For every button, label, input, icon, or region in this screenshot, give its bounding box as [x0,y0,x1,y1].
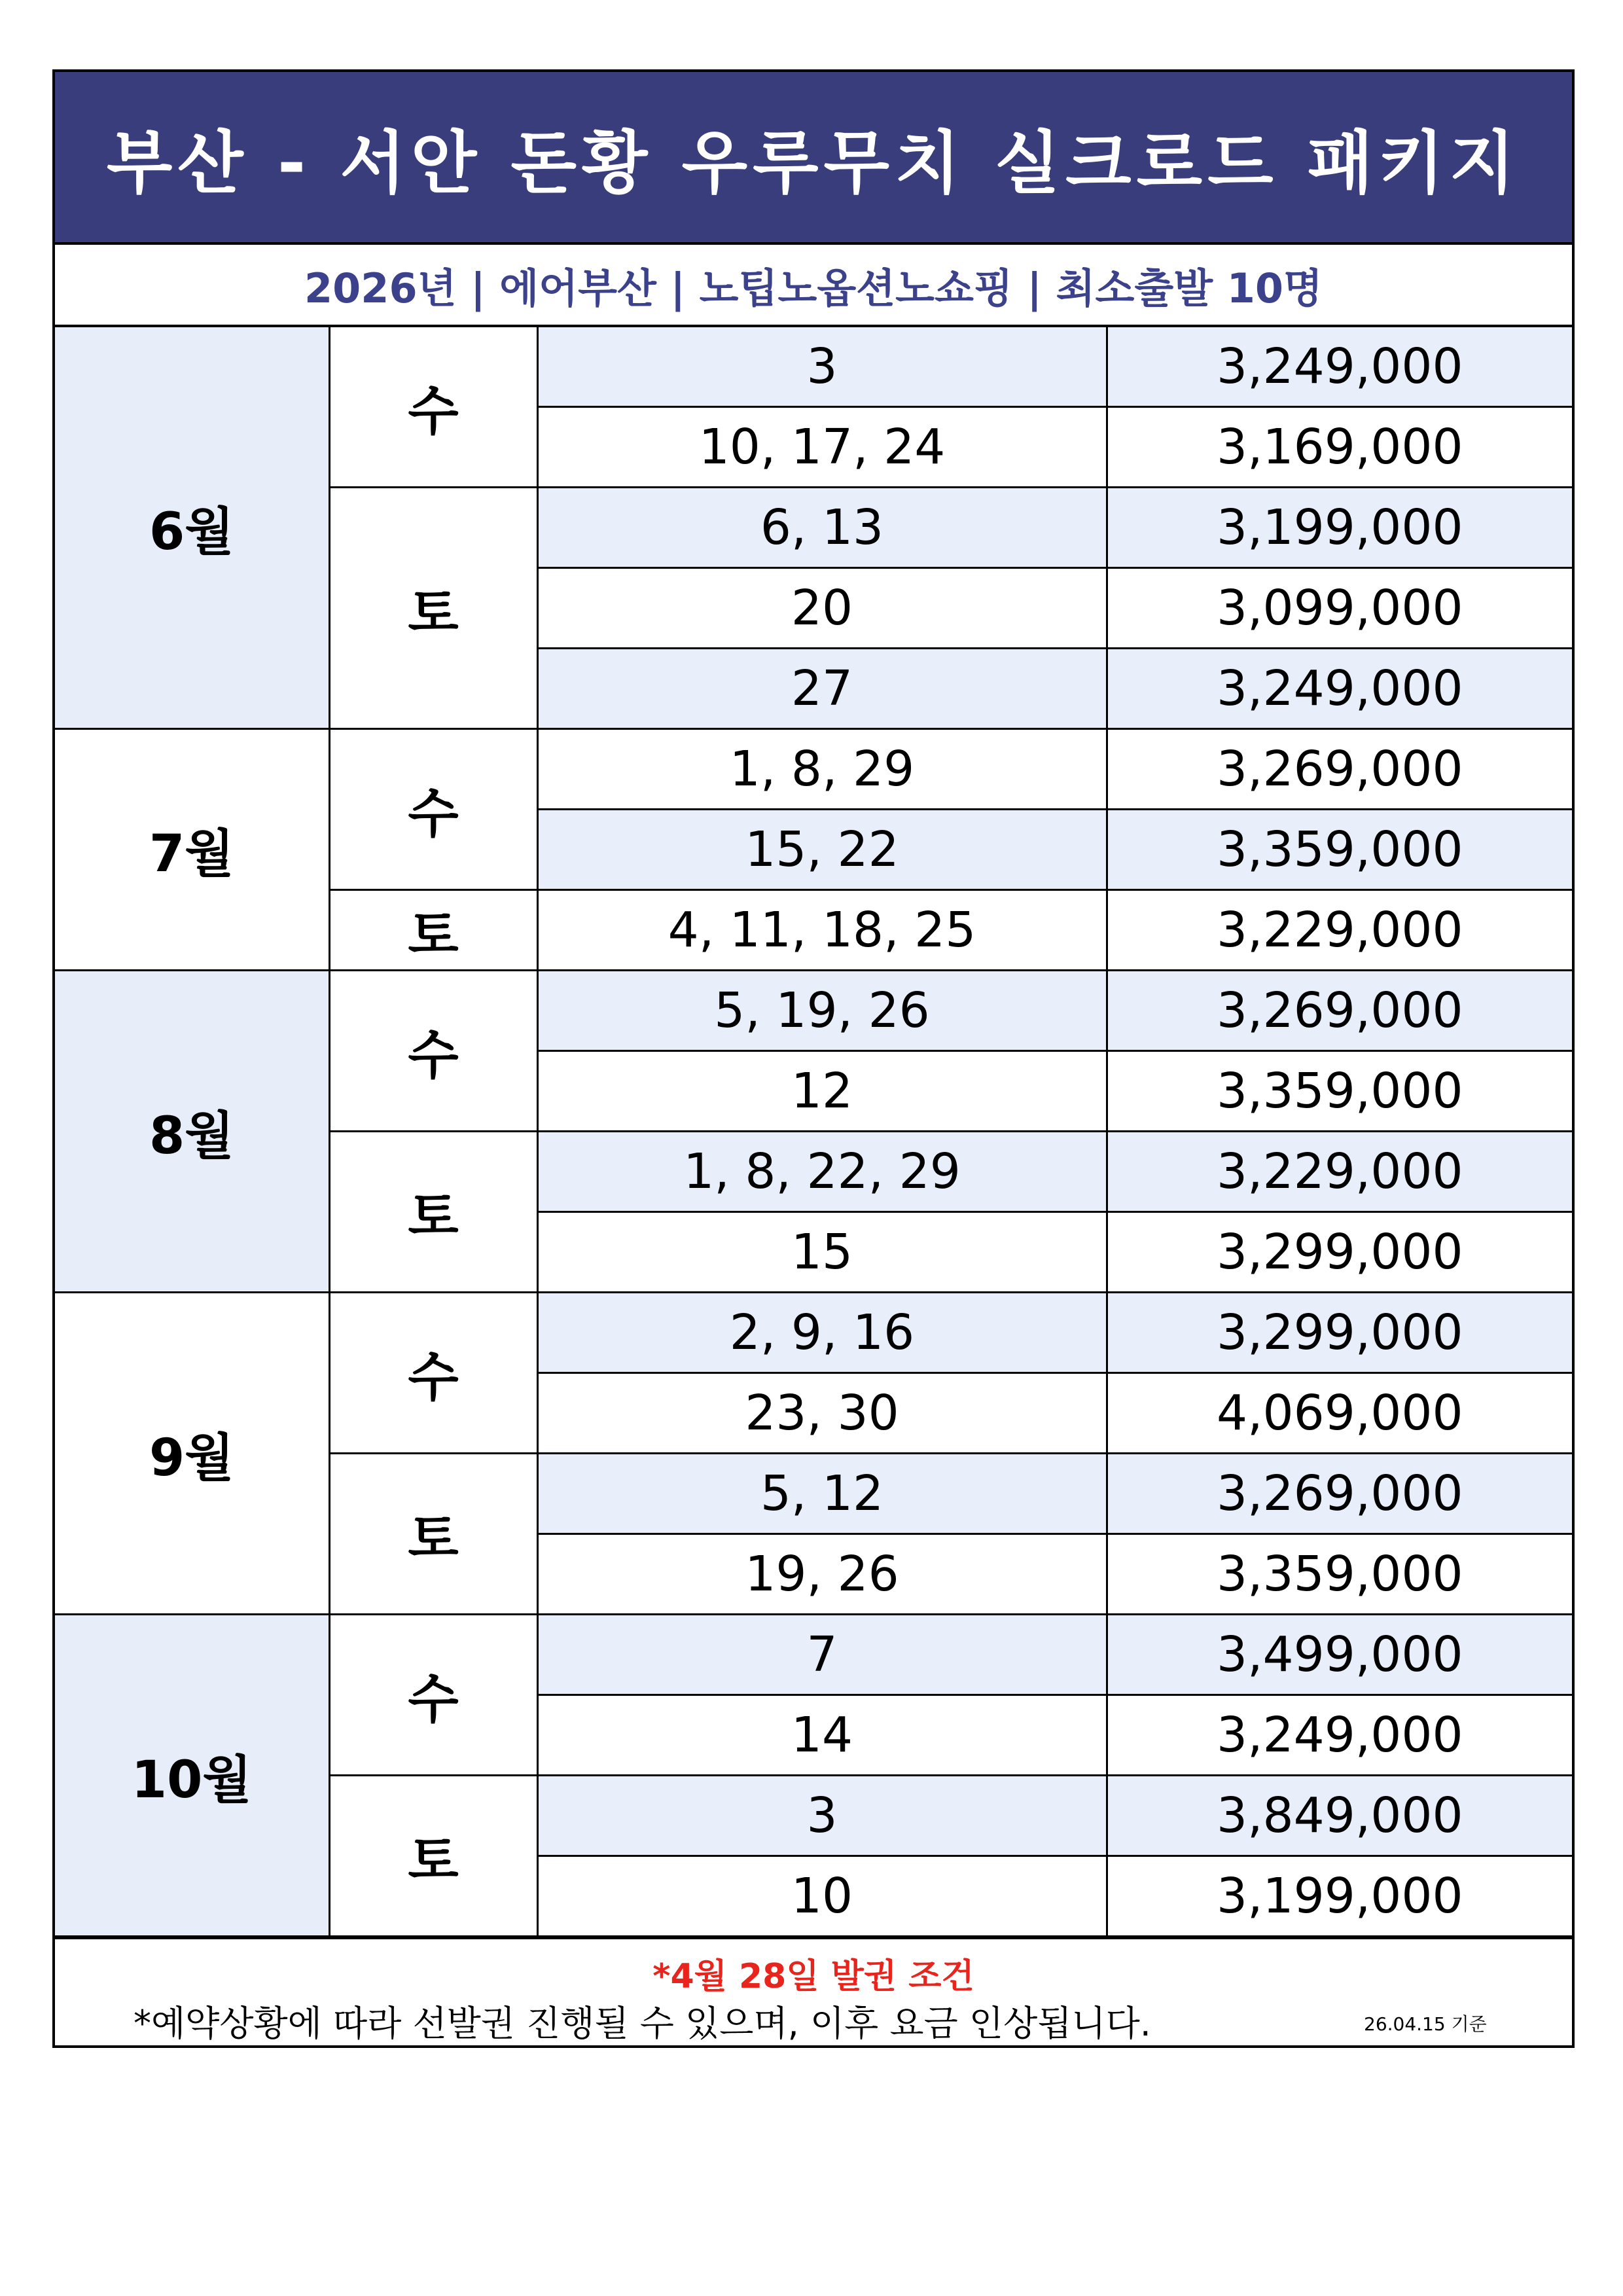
price-cell: 3,199,000 [1107,1856,1572,1937]
departure-dates-cell: 19, 26 [537,1534,1107,1615]
departure-dates-cell: 23, 30 [537,1373,1107,1454]
departure-dates-cell: 14 [537,1695,1107,1776]
price-cell: 3,359,000 [1107,1534,1572,1615]
basis-date: 26.04.15 기준 [1364,2013,1487,2035]
departure-dates-cell: 15, 22 [537,810,1107,890]
month-cell: 9월 [55,1293,329,1615]
price-cell: 3,299,000 [1107,1212,1572,1293]
price-cell: 3,849,000 [1107,1776,1572,1856]
price-cell: 3,249,000 [1107,327,1572,407]
price-cell: 3,249,000 [1107,1695,1572,1776]
price-cell: 3,199,000 [1107,488,1572,568]
weekday-cell: 수 [329,1293,537,1454]
weekday-cell: 수 [329,1615,537,1776]
table-row [55,1293,1572,1373]
departure-dates-cell: 6, 13 [537,488,1107,568]
month-cell: 8월 [55,971,329,1293]
ticketing-condition: *4월 28일 발권 조건 [652,1957,974,1996]
price-cell: 3,359,000 [1107,810,1572,890]
schedule-table [55,327,1572,1937]
departure-dates-cell: 5, 12 [537,1454,1107,1534]
weekday-cell: 토 [329,488,537,729]
price-cell: 3,269,000 [1107,971,1572,1051]
departure-dates-cell: 20 [537,568,1107,649]
weekday-cell: 토 [329,1132,537,1293]
price-cell: 3,299,000 [1107,1293,1572,1373]
footer-notes [55,1937,1572,2045]
price-cell: 3,099,000 [1107,568,1572,649]
package-summary: 2026년 | 에어부산 | 노팁노옵션노쇼핑 | 최소출발 10명 [55,245,1572,327]
departure-dates-cell: 15 [537,1212,1107,1293]
table-row [55,729,1572,810]
departure-dates-cell: 3 [537,1776,1107,1856]
weekday-cell: 토 [329,890,537,971]
departure-dates-cell: 2, 9, 16 [537,1293,1107,1373]
weekday-cell: 수 [329,729,537,890]
departure-dates-cell: 12 [537,1051,1107,1132]
price-cell: 3,229,000 [1107,1132,1572,1212]
table-row [55,971,1572,1051]
departure-dates-cell: 10 [537,1856,1107,1937]
price-sheet [52,69,1575,2048]
price-cell: 3,499,000 [1107,1615,1572,1695]
departure-dates-cell: 3 [537,327,1107,407]
departure-dates-cell: 4, 11, 18, 25 [537,890,1107,971]
departure-dates-cell: 10, 17, 24 [537,407,1107,488]
weekday-cell: 수 [329,971,537,1132]
table-row [55,327,1572,407]
month-cell: 6월 [55,327,329,729]
price-cell: 3,249,000 [1107,649,1572,729]
page-title: 부산 - 서안 돈황 우루무치 실크로드 패키지 [55,72,1572,245]
departure-dates-cell: 1, 8, 29 [537,729,1107,810]
price-cell: 3,229,000 [1107,890,1572,971]
schedule-body [55,327,1572,1937]
price-cell: 3,169,000 [1107,407,1572,488]
departure-dates-cell: 7 [537,1615,1107,1695]
departure-dates-cell: 1, 8, 22, 29 [537,1132,1107,1212]
price-cell: 3,269,000 [1107,729,1572,810]
price-notice: *예약상황에 따라 선발권 진행될 수 있으며, 이후 요금 인상됩니다. [134,2003,1151,2044]
table-row [55,1615,1572,1695]
price-cell: 4,069,000 [1107,1373,1572,1454]
departure-dates-cell: 27 [537,649,1107,729]
price-cell: 3,269,000 [1107,1454,1572,1534]
month-cell: 7월 [55,729,329,971]
weekday-cell: 토 [329,1776,537,1937]
month-cell: 10월 [55,1615,329,1937]
weekday-cell: 토 [329,1454,537,1615]
departure-dates-cell: 5, 19, 26 [537,971,1107,1051]
weekday-cell: 수 [329,327,537,488]
price-cell: 3,359,000 [1107,1051,1572,1132]
